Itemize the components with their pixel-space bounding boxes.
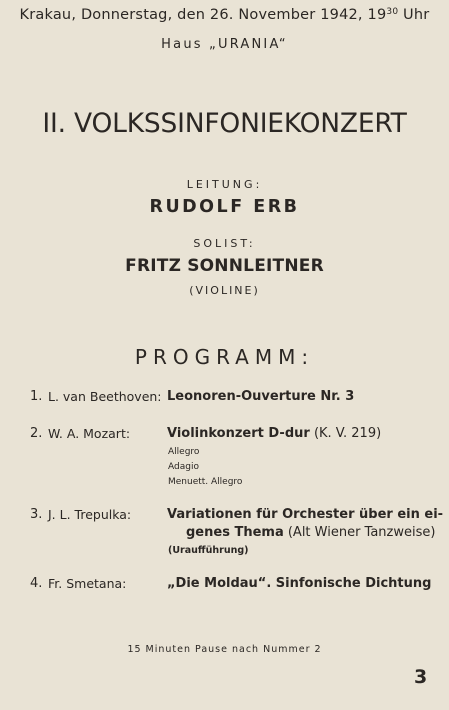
- item-number: 2.: [30, 426, 43, 441]
- item-number: 4.: [30, 576, 43, 591]
- leitung-label: LEITUNG:: [186, 178, 263, 191]
- item-work: „Die Moldau“. Sinfonische Dichtung: [167, 576, 432, 591]
- item-composer: W. A. Mozart:: [48, 426, 131, 441]
- movement-2: Adagio: [168, 462, 199, 472]
- program-item-3-cont: [0, 525, 449, 545]
- conductor-name: RUDOLF ERB: [149, 197, 300, 217]
- venue: Haus „URANIA“: [161, 37, 288, 52]
- item-work-line-1: Variationen für Orchester über ein ei-: [167, 507, 444, 522]
- premiere-note: (Uraufführung): [168, 545, 249, 556]
- item-composer: Fr. Smetana:: [48, 576, 127, 591]
- movement-3: Menuett. Allegro: [168, 477, 243, 487]
- item-number: 1.: [30, 389, 43, 404]
- item-work: Violinkonzert D-dur (K. V. 219): [167, 426, 382, 441]
- instrument: (VIOLINE): [189, 284, 260, 297]
- program-item-4: [0, 576, 449, 596]
- solist-label: SOLIST:: [193, 237, 256, 250]
- item-work: Leonoren-Ouverture Nr. 3: [167, 389, 355, 404]
- movement-1: Allegro: [168, 447, 200, 457]
- program-item-3: [0, 507, 449, 527]
- programm-heading: PROGRAMM:: [134, 345, 315, 369]
- intermission-note: 15 Minuten Pause nach Nummer 2: [127, 644, 322, 655]
- time-superscript: 30: [386, 7, 399, 17]
- program-item-1: [0, 389, 449, 409]
- item-number: 3.: [30, 507, 43, 522]
- date-line: Krakau, Donnerstag, den 26. November 1942, $19^{30}$ Uhr: [19, 7, 430, 23]
- page-number: 3: [414, 666, 428, 688]
- concert-title: II. VOLKSSINFONIEKONZERT: [42, 108, 407, 139]
- soloist-name: FRITZ SONNLEITNER: [125, 256, 324, 276]
- item-composer: L. van Beethoven:: [48, 389, 162, 404]
- program-item-2: [0, 426, 449, 446]
- item-catalog: (K. V. 219): [309, 426, 382, 441]
- item-composer: J. L. Trepulka:: [48, 507, 132, 522]
- item-work-line-2: genes Thema (Alt Wiener Tanzweise): [186, 525, 436, 540]
